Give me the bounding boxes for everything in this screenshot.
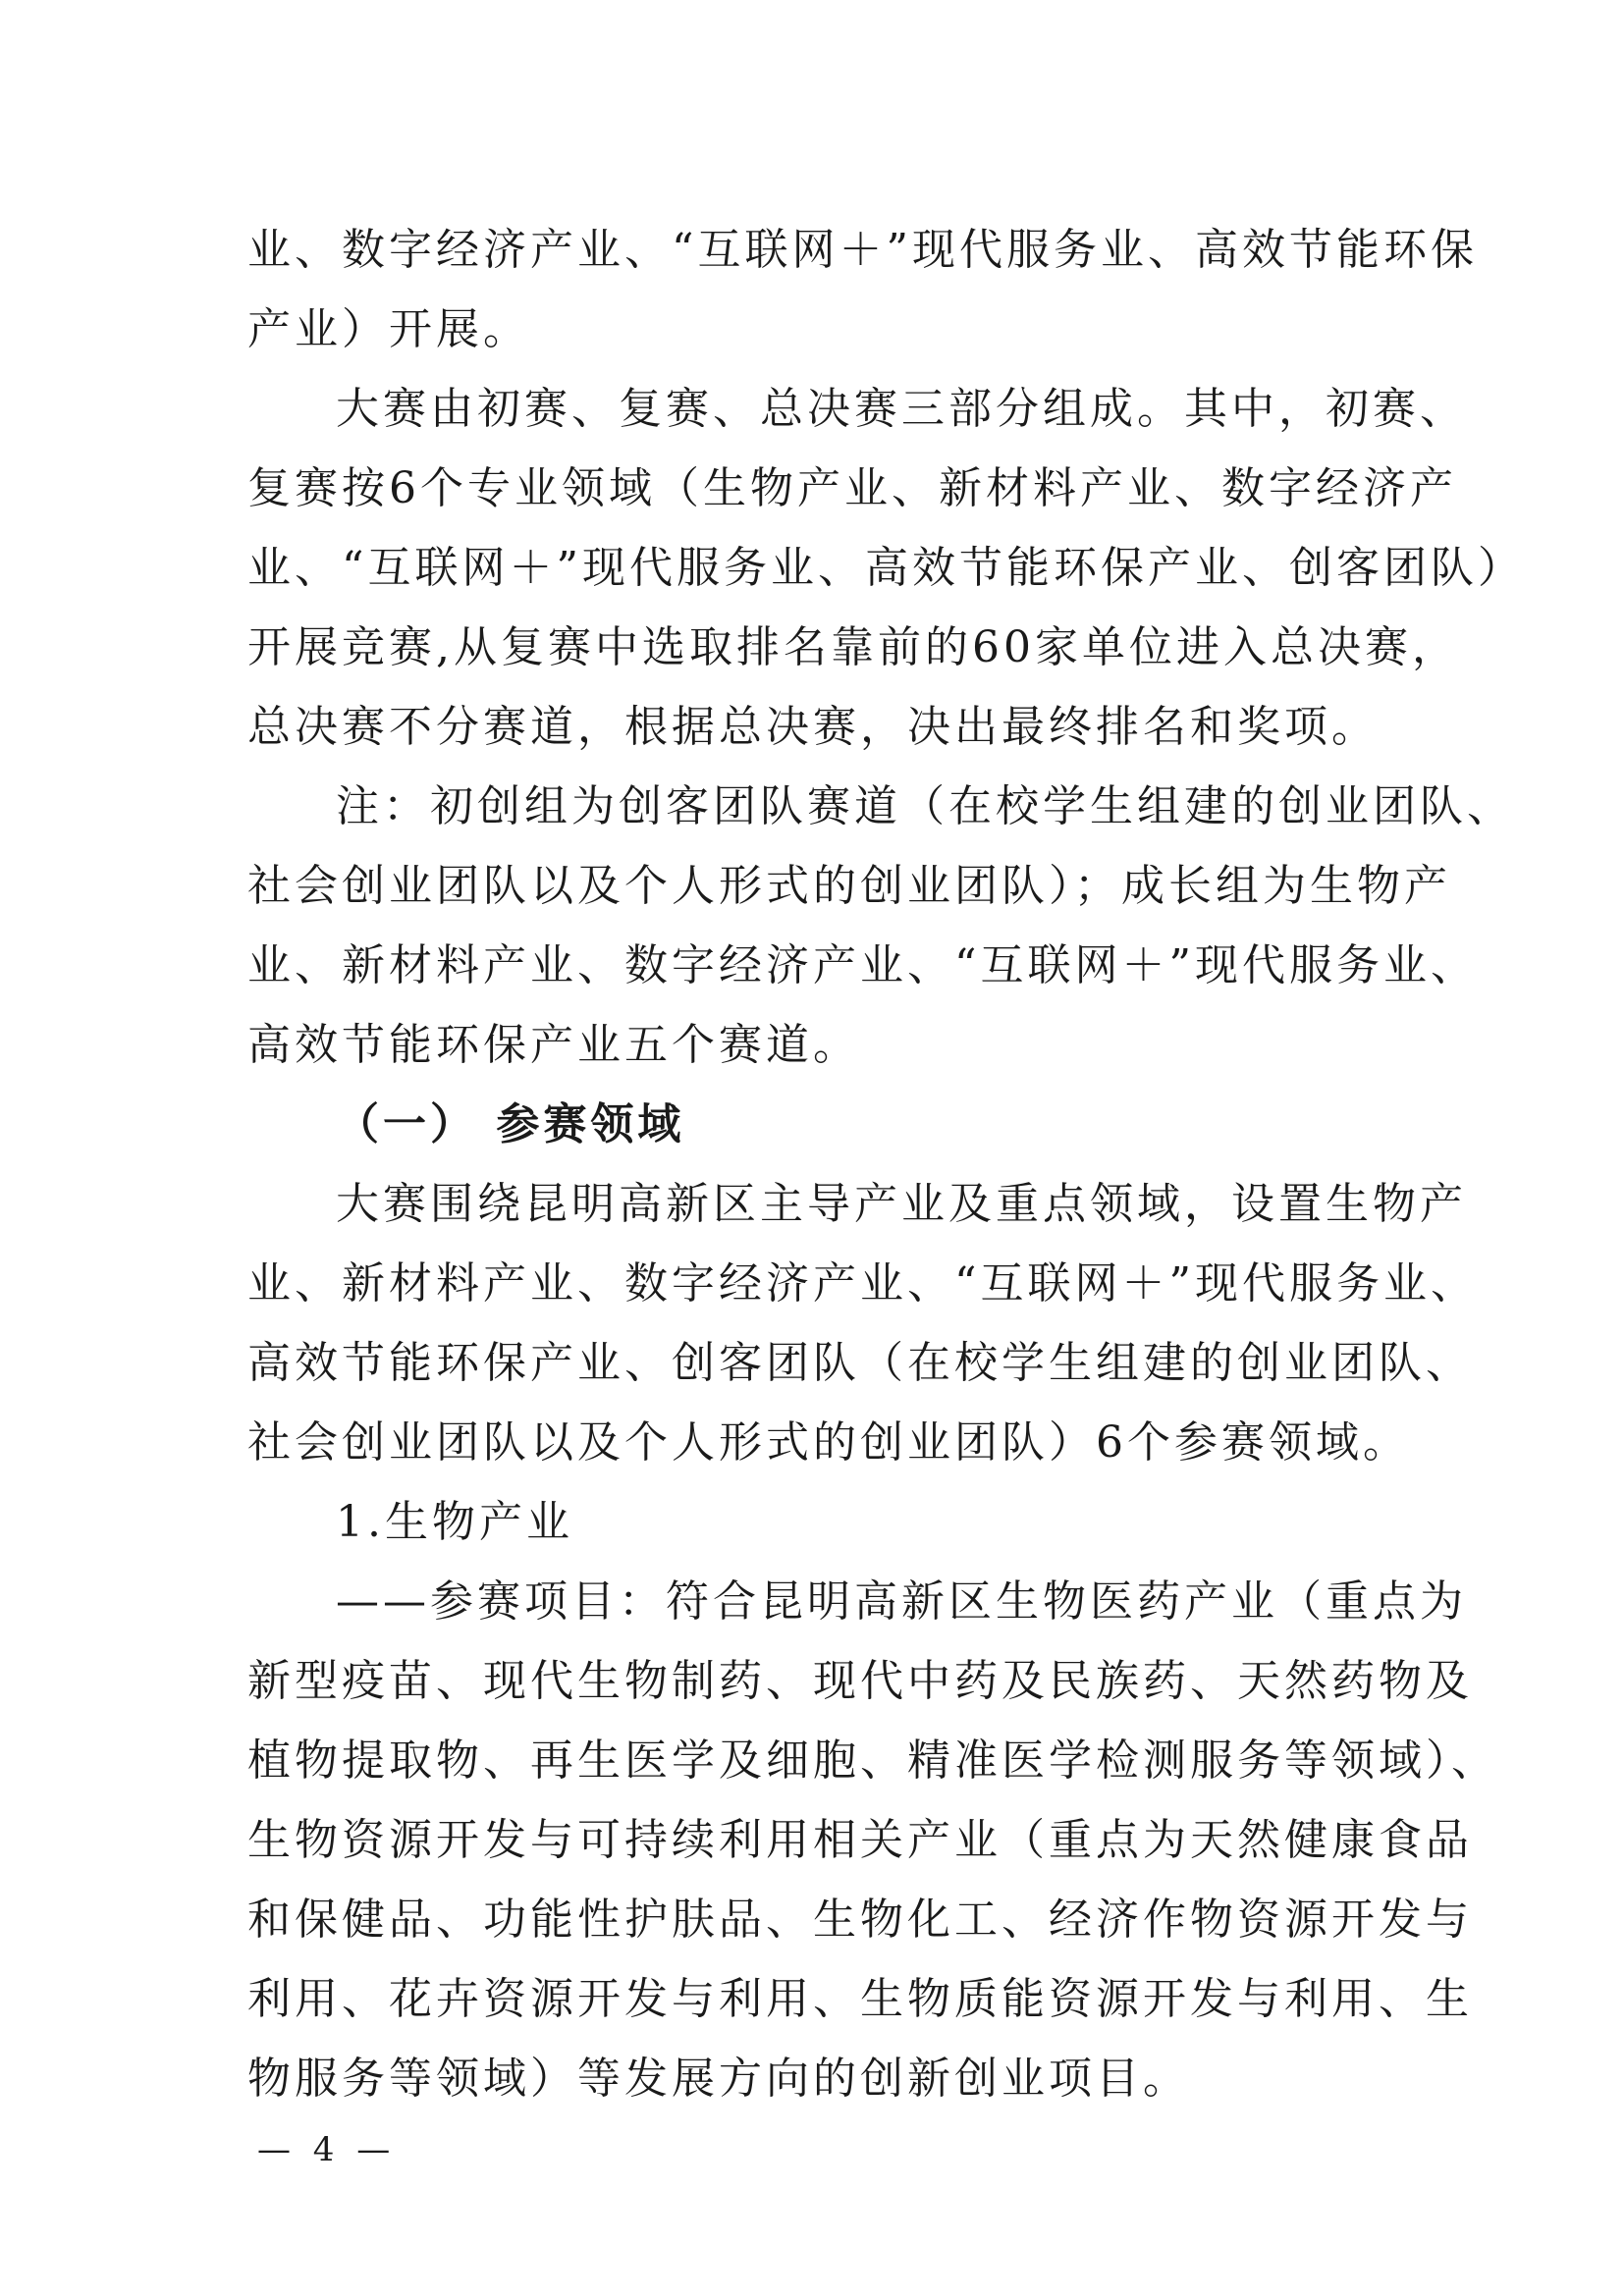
text-line: 物服务等领域）等发展方向的创新创业项目。: [247, 2054, 1190, 2104]
text-line: 总决赛不分赛道，根据总决赛，决出最终排名和奖项。: [247, 702, 1379, 752]
text-line: 注：初创组为创客团队赛道（在校学生组建的创业团队、: [336, 781, 1514, 831]
text-line: 高效节能环保产业五个赛道。: [247, 1020, 860, 1070]
document-body: [247, 210, 1525, 2118]
text-line: 社会创业团队以及个人形式的创业团队）；成长组为生物产: [247, 861, 1451, 911]
text-line: 产业）开展。: [247, 304, 530, 354]
text-line: 开展竞赛,从复赛中选取排名靠前的60家单位进入总决赛，: [247, 622, 1459, 672]
text-line: 大赛围绕昆明高新区主导产业及重点领域，设置生物产: [336, 1179, 1467, 1229]
text-line: 生物资源开发与可持续利用相关产业（重点为天然健康食品: [247, 1815, 1473, 1865]
text-line: 大赛由初赛、复赛、总决赛三部分组成。其中，初赛、: [336, 384, 1467, 434]
section-heading: （一） 参赛领域: [336, 1099, 685, 1149]
text-line: 和保健品、功能性护肤品、生物化工、经济作物资源开发与: [247, 1895, 1473, 1945]
text-line: 业、数字经济产业、“互联网＋”现代服务业、高效节能环保: [247, 225, 1478, 275]
text-line: 高效节能环保产业、创客团队（在校学生组建的创业团队、: [247, 1338, 1473, 1388]
text-line: 业、新材料产业、数字经济产业、“互联网＋”现代服务业、: [247, 940, 1478, 990]
text-line: 社会创业团队以及个人形式的创业团队）6个参赛领域。: [247, 1417, 1410, 1468]
text-line: 复赛按6个专业领域（生物产业、新材料产业、数字经济产: [247, 463, 1457, 513]
text-line: 利用、花卉资源开发与利用、生物质能资源开发与利用、生: [247, 1974, 1473, 2024]
text-line: ——参赛项目：符合昆明高新区生物医药产业（重点为: [336, 1576, 1467, 1627]
page-number: — 4 —: [257, 2130, 397, 2169]
text-line: 业、“互联网＋”现代服务业、高效节能环保产业、创客团队）: [247, 543, 1525, 593]
text-line: 业、新材料产业、数字经济产业、“互联网＋”现代服务业、: [247, 1258, 1478, 1308]
text-line: 新型疫苗、现代生物制药、现代中药及民族药、天然药物及: [247, 1656, 1473, 1706]
text-line: 1.生物产业: [336, 1497, 573, 1547]
text-line: 植物提取物、再生医学及细胞、精准医学检测服务等领域）、: [247, 1735, 1498, 1786]
